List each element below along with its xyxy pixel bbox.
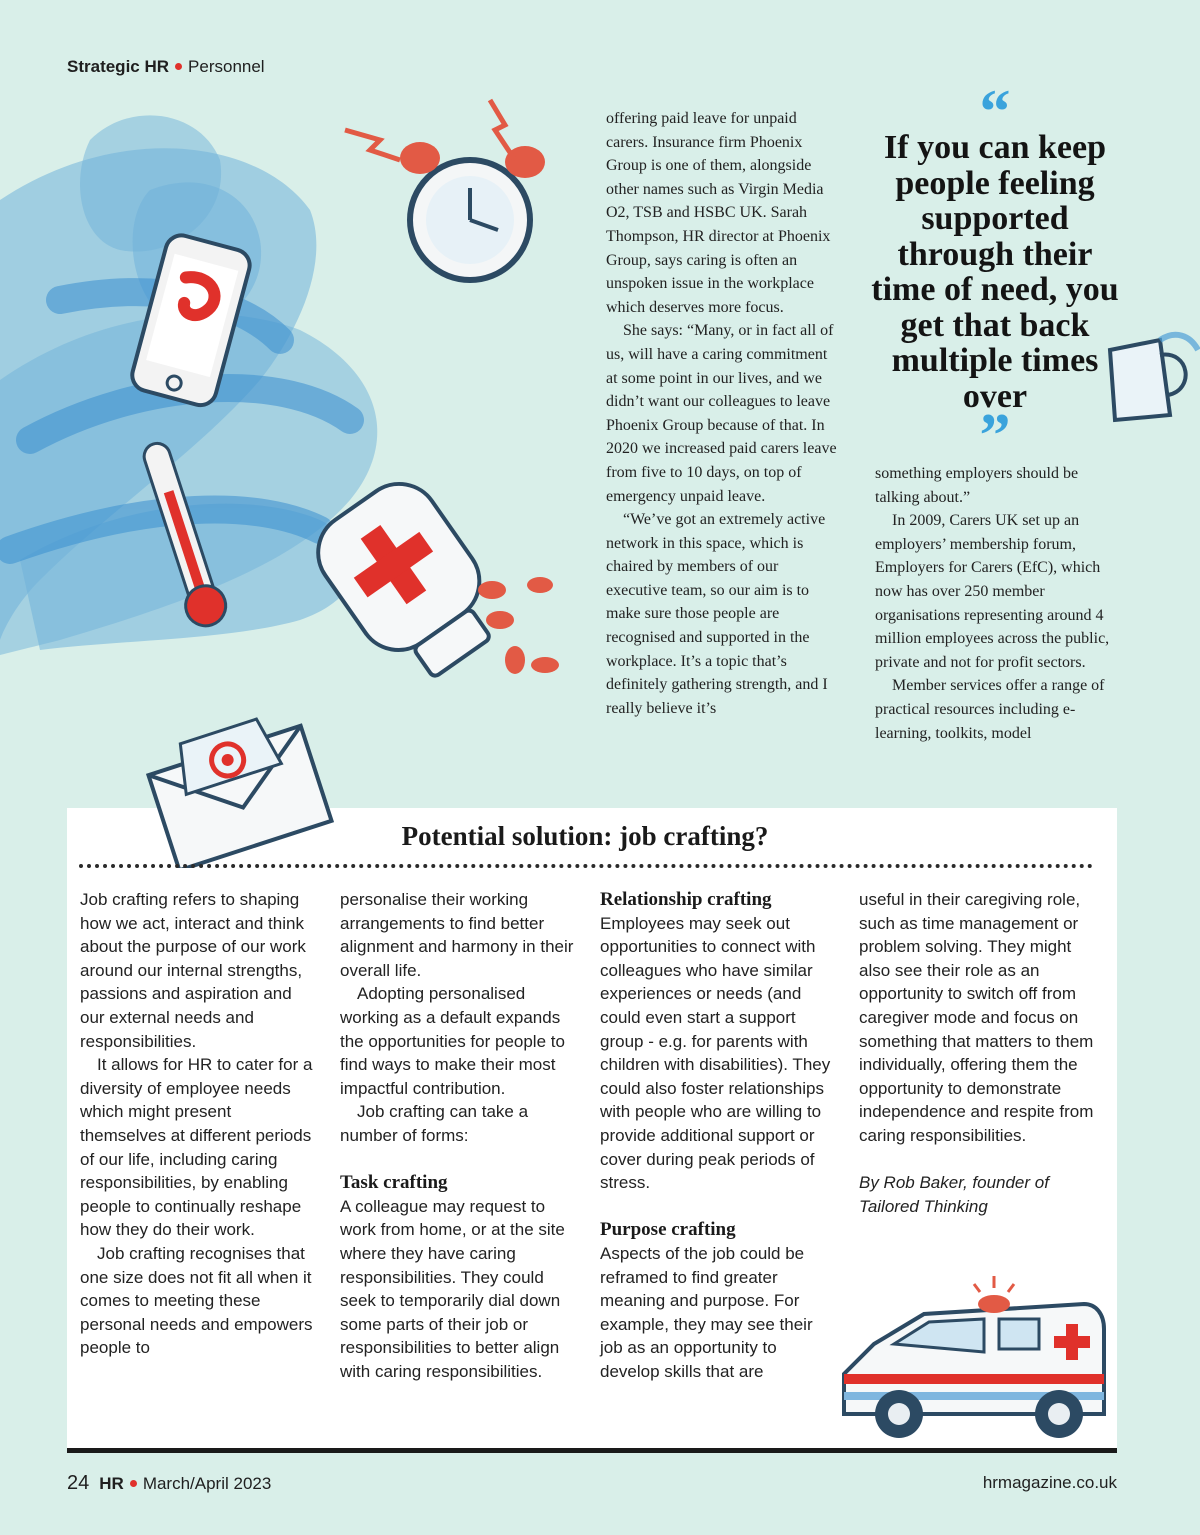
section-label: Strategic HR [67, 57, 170, 76]
article-paragraph: “We’ve got an extremely active network in this space, which is chaired by members of our executive team, so our aim is to make sure those people are recognised and supported in the workplace. It’s a topic that’s definitely gathering strength, and I really believe it’s [606, 511, 828, 717]
jug-illustration [1090, 320, 1200, 430]
ambulance-illustration [834, 1274, 1114, 1444]
footer-left [67, 1472, 271, 1495]
separator-dot [130, 1480, 137, 1487]
issue-date: March/April 2023 [142, 1474, 272, 1493]
box-paragraph: useful in their caregiving role, such as time management or problem solving. They might also see their role as an opportunity to switch off from caregiver mode and focus on something that matters to them individually, offering them the opportunity to demonstrate independence and respite from caring responsibilities. [859, 890, 1094, 1145]
article-column-1 [606, 107, 842, 720]
task-crafting-heading: Task crafting [340, 1172, 448, 1194]
footer-url[interactable]: hrmagazine.co.uk [982, 1473, 1117, 1492]
magazine-name: HR [99, 1474, 124, 1493]
box-column-1 [80, 888, 316, 1360]
separator-dot [175, 63, 182, 70]
article-paragraph: In 2009, Carers UK set up an employers’ membership forum, Employers for Carers (EfC), which now has over 250 member organisations representing around 4 million employees across the public, private and not for profit sectors. [875, 512, 1110, 671]
relationship-crafting-heading: Relationship crafting [600, 889, 772, 910]
box-paragraph: Aspects of the job could be reframed to find greater meaning and purpose. For example, they may see their job as an opportunity to develop skills that are [600, 1243, 813, 1381]
box-paragraph: It allows for HR to cater for a diversity of employee needs which might present themselves at different periods of our life, including caring responsibilities, by enabling people to continually reshape how they do their work. [80, 1055, 313, 1240]
pull-quote-text: If you can keep people feeling supported through their time of need, you get that back multiple times over [871, 129, 1119, 415]
close-quote-icon: ” [979, 402, 1011, 470]
byline: By Rob Baker, founder of Tailored Thinking [859, 1173, 1049, 1216]
box-column-4 [859, 888, 1095, 1218]
box-paragraph: Adopting personalised working as a default expands the opportunities for people to find ways to make their most impactful contribution. [340, 984, 565, 1098]
article-column-2 [875, 462, 1119, 745]
article-paragraph: something employers should be talking about.” [875, 465, 1079, 506]
open-quote-icon: “ [979, 78, 1011, 146]
dotted-divider [79, 864, 1093, 868]
box-title: Potential solution: job crafting? [401, 821, 769, 851]
box-paragraph: Job crafting recognises that one size does not fit all when it comes to meeting these personal needs and empowers people to [80, 1243, 313, 1358]
pull-quote [870, 78, 1120, 470]
box-paragraph: Job crafting can take a number of forms: [340, 1102, 529, 1145]
box-column-3 [600, 888, 836, 1383]
box-paragraph: Employees may seek out opportunities to connect with colleagues who have similar experiences or needs (and could even start a support group - e.g. for parents with children with disabilities). They could also foster relationships with people who are willing to provide additional support or cover during peak periods of stress. [600, 913, 831, 1193]
section-header [67, 56, 265, 78]
article-paragraph: offering paid leave for unpaid carers. Insurance firm Phoenix Group is one of them, alongside other names such as Virgin Media O2, TSB and HSBC UK. Sarah Thompson, HR director at Phoenix Group, says caring is often an unspoken issue in the workplace which deserves more focus. [606, 110, 831, 316]
box-column-2 [340, 888, 576, 1383]
article-paragraph: Member services offer a range of practical resources including e-learning, toolkits, model [875, 677, 1105, 742]
article-paragraph: She says: “Many, or in fact all of us, will have a caring commitment at some point in our lives, and we didn’t want our colleagues to leave Phoenix Group because of that. In 2020 we increased paid carers leave from five to 10 days, on top of emergency unpaid leave. [606, 322, 837, 505]
box-paragraph: A colleague may request to work from home, or at the site where they have caring responsibilities. They could seek to temporarily dial down some parts of their job or responsibilities to better align with caring responsibilities. [340, 1196, 565, 1381]
purpose-crafting-heading: Purpose crafting [600, 1219, 736, 1241]
subsection-label: Personnel [188, 57, 265, 76]
box-paragraph: Job crafting refers to shaping how we act, interact and think about the purpose of our work around our internal strengths, passions and aspiration and our external needs and responsibilities. [80, 890, 306, 1051]
box-paragraph: personalise their working arrangements to find better alignment and harmony in their overall life. [340, 890, 574, 980]
page-number: 24 [67, 1472, 90, 1494]
